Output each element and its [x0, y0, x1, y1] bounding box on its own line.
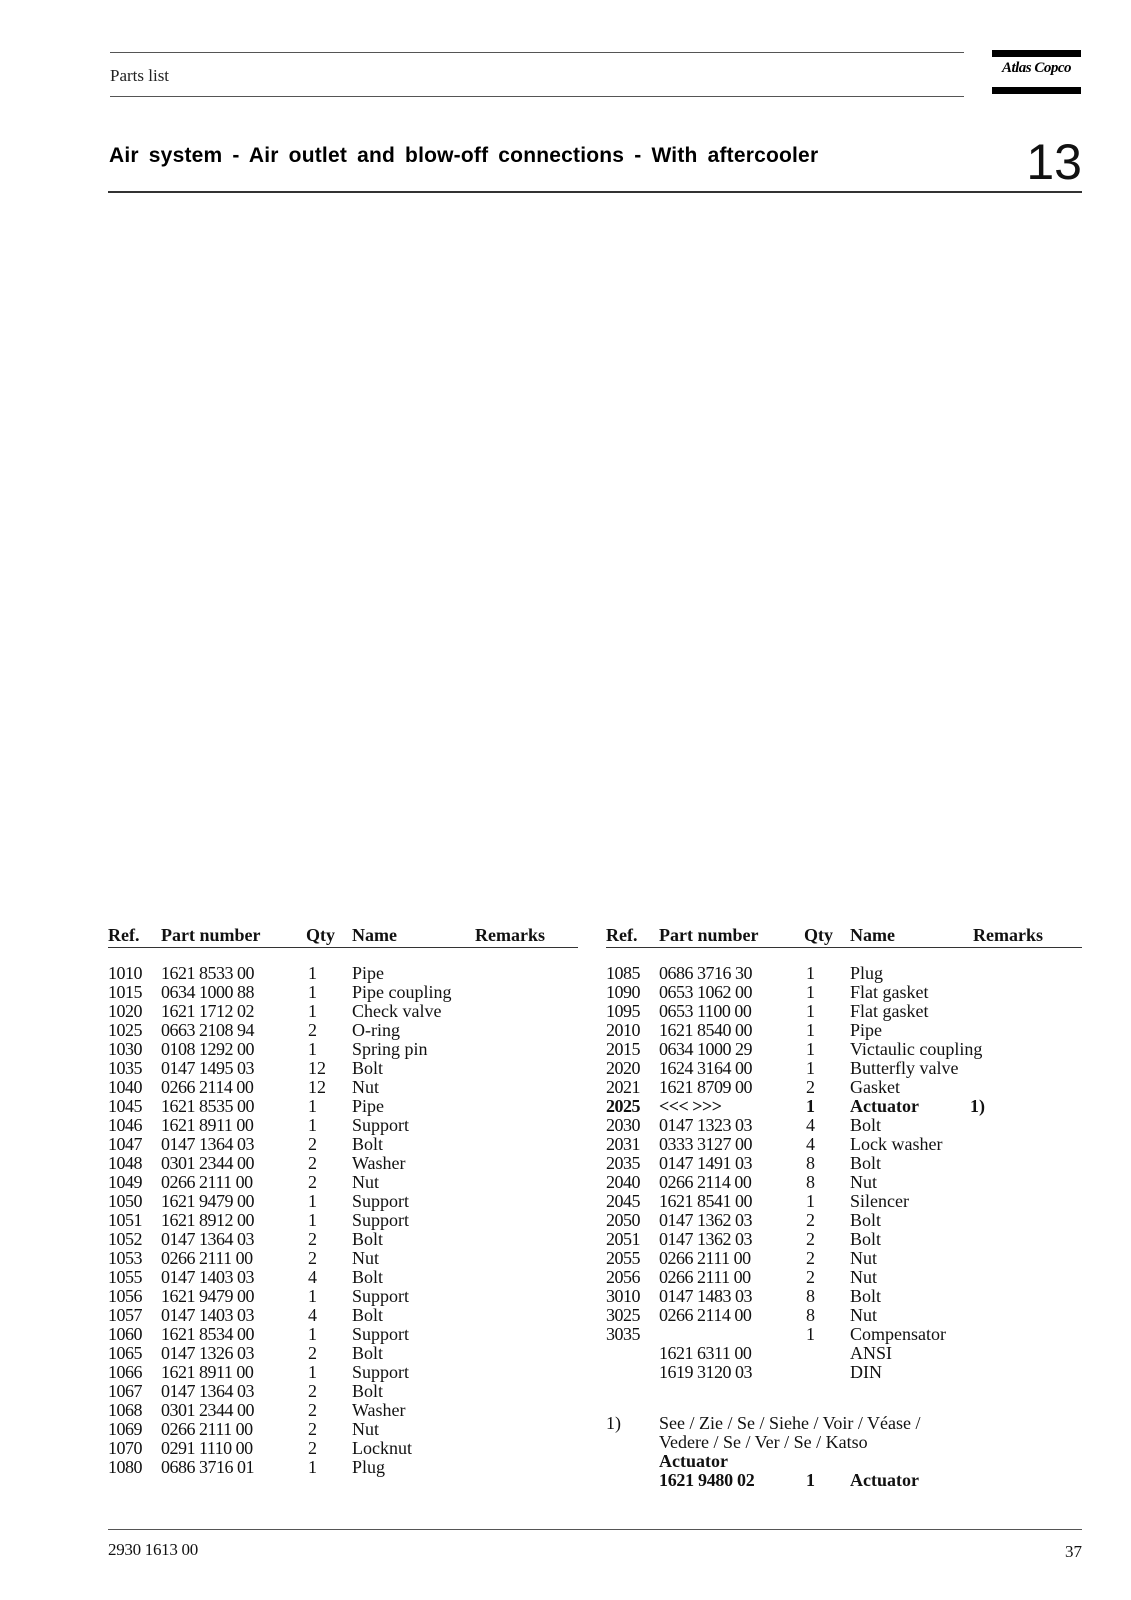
cell-qty: 1	[308, 1191, 317, 1211]
cell-part-number: 0653 1100 00	[659, 1001, 752, 1021]
cell-name: Bolt	[352, 1134, 384, 1154]
cell-qty: 2	[806, 1248, 815, 1268]
cell-ref: 2031	[606, 1134, 640, 1154]
cell-ref: 2010	[606, 1020, 640, 1040]
cell-qty: 1	[308, 1286, 317, 1306]
cell-name: Bolt	[352, 1381, 384, 1401]
table-row	[606, 1249, 1082, 1268]
cell-qty: 1	[308, 963, 317, 983]
table-row	[606, 1306, 1082, 1325]
col-ref: Ref.	[108, 925, 140, 945]
cell-qty: 2	[308, 1134, 317, 1154]
table-row	[108, 1401, 578, 1420]
table-row	[108, 1268, 578, 1287]
table-row	[606, 1002, 1082, 1021]
table-row	[108, 1325, 578, 1344]
cell-name: Support	[352, 1210, 410, 1230]
cell-part-number: 0147 1362 03	[659, 1210, 752, 1230]
cell-qty: 2	[308, 1172, 317, 1192]
table-row	[606, 1078, 1082, 1097]
cell-name: Bolt	[850, 1153, 882, 1173]
cell-name: Pipe coupling	[352, 982, 452, 1002]
cell-name: Pipe	[352, 1096, 385, 1116]
table-row	[108, 1230, 578, 1249]
cell-ref: 2051	[606, 1229, 640, 1249]
left-parts-table	[108, 964, 578, 1477]
footnote-line-1: See / Zie / Se / Siehe / Voir / Véase /	[659, 1413, 921, 1433]
cell-name: Bolt	[352, 1058, 384, 1078]
cell-ref: 3010	[606, 1286, 640, 1306]
cell-name: Nut	[352, 1172, 379, 1192]
cell-ref: 1085	[606, 963, 640, 983]
cell-ref: 1067	[108, 1381, 142, 1401]
cell-name: Flat gasket	[850, 982, 929, 1002]
cell-qty: 1	[806, 1001, 815, 1021]
cell-name: Nut	[850, 1305, 877, 1325]
cell-qty: 1	[806, 982, 815, 1002]
cell-ref: 2056	[606, 1267, 640, 1287]
cell-ref: 1046	[108, 1115, 142, 1135]
table-row	[606, 1230, 1082, 1249]
cell-qty: 1	[308, 1457, 317, 1477]
table-row	[108, 1173, 578, 1192]
table-row	[606, 1192, 1082, 1211]
cell-ref: 1025	[108, 1020, 142, 1040]
document-number: 2930 1613 00	[108, 1540, 198, 1559]
cell-qty: 1	[806, 1058, 815, 1078]
col-remarks: Remarks	[973, 925, 1043, 945]
cell-name: Nut	[352, 1248, 379, 1268]
cell-ref: 1060	[108, 1324, 142, 1344]
cell-ref: 1048	[108, 1153, 142, 1173]
table-row	[108, 1078, 578, 1097]
cell-name: Pipe	[850, 1020, 883, 1040]
cell-part-number: 0266 2114 00	[161, 1077, 254, 1097]
table-row	[606, 983, 1082, 1002]
cell-ref: 1010	[108, 963, 142, 983]
figure-area	[108, 200, 1082, 900]
cell-name: Washer	[352, 1400, 406, 1420]
footer-rule	[108, 1529, 1082, 1530]
cell-name: Gasket	[850, 1077, 900, 1097]
cell-name: Actuator	[850, 1096, 919, 1116]
table-row	[108, 1116, 578, 1135]
cell-ref: 1050	[108, 1191, 142, 1211]
cell-ref: 1030	[108, 1039, 142, 1059]
cell-part-number: 0301 2344 00	[161, 1400, 254, 1420]
cell-part-number: 0147 1364 03	[161, 1134, 254, 1154]
cell-part-number: 0266 2111 00	[161, 1172, 253, 1192]
cell-ref: 1057	[108, 1305, 142, 1325]
cell-name: Butterfly valve	[850, 1058, 959, 1078]
cell-ref: 1035	[108, 1058, 142, 1078]
table-row	[108, 964, 578, 983]
section-title: Air system - Air outlet and blow-off connections - With aftercooler	[109, 144, 819, 167]
cell-qty: 1	[806, 1191, 815, 1211]
cell-ref: 3035	[606, 1324, 640, 1344]
cell-part-number: 1621 8911 00	[161, 1115, 254, 1135]
cell-part-number: 0686 3716 30	[659, 963, 752, 983]
cell-name: Washer	[352, 1153, 406, 1173]
cell-ref: 1066	[108, 1362, 142, 1382]
table-row	[108, 1363, 578, 1382]
cell-part-number: 0266 2111 00	[161, 1248, 253, 1268]
cell-ref: 1095	[606, 1001, 640, 1021]
cell-name: DIN	[850, 1362, 882, 1382]
cell-name: Flat gasket	[850, 1001, 929, 1021]
footnote-line-2: Vedere / Se / Ver / Se / Katso	[659, 1432, 868, 1452]
cell-name: Support	[352, 1286, 410, 1306]
col-part-number: Part number	[659, 925, 759, 945]
cell-qty: 4	[806, 1115, 815, 1135]
cell-qty: 1	[806, 963, 815, 983]
cell-part-number: 0147 1326 03	[161, 1343, 254, 1363]
cell-ref: 1045	[108, 1096, 142, 1116]
cell-ref: 2035	[606, 1153, 640, 1173]
table-row	[108, 983, 578, 1002]
table-row	[606, 1040, 1082, 1059]
cell-part-number: <<< >>>	[659, 1096, 722, 1116]
cell-part-number: 0147 1495 03	[161, 1058, 254, 1078]
col-name: Name	[352, 925, 397, 945]
cell-part-number: 1621 8541 00	[659, 1191, 752, 1211]
table-row	[108, 1059, 578, 1078]
cell-name: Nut	[352, 1077, 379, 1097]
cell-part-number: 0266 2111 00	[659, 1267, 751, 1287]
cell-name: Check valve	[352, 1001, 442, 1021]
cell-ref: 2021	[606, 1077, 640, 1097]
cell-qty: 2	[806, 1229, 815, 1249]
table-row	[108, 1135, 578, 1154]
running-title: Parts list	[110, 66, 170, 85]
cell-name: Spring pin	[352, 1039, 428, 1059]
col-part-number: Part number	[161, 925, 261, 945]
cell-part-number: 1621 8709 00	[659, 1077, 752, 1097]
cell-ref: 1068	[108, 1400, 142, 1420]
cell-name: Lock washer	[850, 1134, 943, 1154]
cell-qty: 2	[308, 1248, 317, 1268]
table-row	[606, 1211, 1082, 1230]
cell-part-number: 0147 1364 03	[161, 1229, 254, 1249]
table-row	[606, 1173, 1082, 1192]
cell-part-number: 1621 9479 00	[161, 1191, 254, 1211]
cell-part-number: 0634 1000 88	[161, 982, 254, 1002]
cell-part-number: 1621 9479 00	[161, 1286, 254, 1306]
cell-name: Plug	[352, 1457, 386, 1477]
cell-name: O-ring	[352, 1020, 400, 1040]
table-row	[108, 1344, 578, 1363]
cell-ref: 1056	[108, 1286, 142, 1306]
cell-ref: 1070	[108, 1438, 142, 1458]
cell-name: Support	[352, 1324, 410, 1344]
cell-part-number: 0147 1362 03	[659, 1229, 752, 1249]
cell-qty: 2	[308, 1400, 317, 1420]
cell-part-number: 1621 6311 00	[659, 1343, 752, 1363]
cell-ref: 1015	[108, 982, 142, 1002]
title-rule	[108, 191, 1082, 193]
cell-part-number: 1621 8534 00	[161, 1324, 254, 1344]
cell-part-number: 0147 1403 03	[161, 1267, 254, 1287]
cell-name: ANSI	[850, 1343, 893, 1363]
cell-name: Locknut	[352, 1438, 412, 1458]
cell-part-number: 0686 3716 01	[161, 1457, 254, 1477]
logo-wordmark: Atlas Copco	[1001, 60, 1072, 76]
table-row	[606, 1325, 1082, 1344]
cell-ref: 1040	[108, 1077, 142, 1097]
cell-ref: 1052	[108, 1229, 142, 1249]
cell-part-number: 1624 3164 00	[659, 1058, 752, 1078]
cell-ref: 2030	[606, 1115, 640, 1135]
cell-ref: 1049	[108, 1172, 142, 1192]
cell-qty: 1	[806, 1324, 815, 1344]
cell-qty: 1	[308, 1324, 317, 1344]
cell-name: Bolt	[352, 1305, 384, 1325]
table-row	[606, 1135, 1082, 1154]
cell-qty: 8	[806, 1172, 815, 1192]
cell-ref: 1051	[108, 1210, 142, 1230]
cell-part-number: 0147 1491 03	[659, 1153, 752, 1173]
table-row	[108, 1040, 578, 1059]
header-top-rule	[110, 52, 964, 53]
cell-qty: 2	[308, 1381, 317, 1401]
cell-qty: 12	[308, 1077, 326, 1097]
cell-ref: 2045	[606, 1191, 640, 1211]
cell-qty: 8	[806, 1153, 815, 1173]
cell-name: Support	[352, 1191, 410, 1211]
cell-part-number: 1621 8533 00	[161, 963, 254, 983]
cell-name: Support	[352, 1115, 410, 1135]
cell-qty: 4	[806, 1134, 815, 1154]
table-row	[606, 1287, 1082, 1306]
cell-part-number: 1621 8535 00	[161, 1096, 254, 1116]
cell-part-number: 1621 8911 00	[161, 1362, 254, 1382]
cell-qty: 2	[308, 1419, 317, 1439]
cell-qty: 2	[806, 1267, 815, 1287]
col-qty: Qty	[306, 925, 335, 945]
right-parts-table	[606, 964, 1082, 1382]
cell-ref: 1080	[108, 1457, 142, 1477]
cell-part-number: 0634 1000 29	[659, 1039, 752, 1059]
left-table-header	[108, 925, 578, 948]
cell-part-number: 1619 3120 03	[659, 1362, 752, 1382]
page-number: 37	[1065, 1542, 1082, 1561]
cell-ref: 2040	[606, 1172, 640, 1192]
cell-part-number: 1621 8912 00	[161, 1210, 254, 1230]
cell-ref: 2050	[606, 1210, 640, 1230]
cell-qty: 2	[806, 1210, 815, 1230]
cell-name: Nut	[352, 1419, 379, 1439]
cell-ref: 2020	[606, 1058, 640, 1078]
footnote-mark: 1)	[606, 1413, 621, 1433]
cell-qty: 2	[806, 1077, 815, 1097]
cell-part-number: 0291 1110 00	[161, 1438, 253, 1458]
cell-part-number: 0147 1403 03	[161, 1305, 254, 1325]
table-row	[606, 1116, 1082, 1135]
cell-qty: 12	[308, 1058, 326, 1078]
footnote-name: Actuator	[850, 1470, 919, 1490]
footnote-line-3: Actuator	[659, 1451, 728, 1471]
cell-name: Plug	[850, 963, 884, 983]
cell-ref: 1055	[108, 1267, 142, 1287]
table-row	[108, 1249, 578, 1268]
cell-qty: 1	[806, 1020, 815, 1040]
cell-ref: 1020	[108, 1001, 142, 1021]
cell-ref: 1053	[108, 1248, 142, 1268]
cell-name: Bolt	[352, 1229, 384, 1249]
cell-part-number: 0663 2108 94	[161, 1020, 254, 1040]
table-row	[108, 1382, 578, 1401]
cell-qty: 4	[308, 1267, 317, 1287]
table-row	[108, 1439, 578, 1458]
cell-name: Nut	[850, 1248, 877, 1268]
cell-name: Nut	[850, 1267, 877, 1287]
cell-qty: 1	[308, 1210, 317, 1230]
cell-qty: 2	[308, 1438, 317, 1458]
cell-name: Compensator	[850, 1324, 946, 1344]
table-row	[108, 1154, 578, 1173]
table-row	[108, 1211, 578, 1230]
cell-qty: 1	[308, 982, 317, 1002]
cell-name: Bolt	[850, 1115, 882, 1135]
cell-qty: 1	[806, 1039, 815, 1059]
cell-name: Bolt	[850, 1286, 882, 1306]
cell-remarks: 1)	[970, 1096, 985, 1116]
table-row	[108, 1002, 578, 1021]
atlas-copco-logo	[992, 50, 1081, 95]
cell-part-number: 0147 1364 03	[161, 1381, 254, 1401]
cell-name: Bolt	[352, 1343, 384, 1363]
cell-part-number: 0266 2111 00	[659, 1248, 751, 1268]
header-bottom-rule	[110, 96, 964, 97]
cell-name: Bolt	[850, 1229, 882, 1249]
col-remarks: Remarks	[475, 925, 545, 945]
cell-ref: 3025	[606, 1305, 640, 1325]
table-row	[108, 1420, 578, 1439]
cell-qty: 1	[308, 1001, 317, 1021]
cell-part-number: 0266 2114 00	[659, 1305, 752, 1325]
cell-qty: 1	[308, 1096, 317, 1116]
cell-qty: 1	[308, 1115, 317, 1135]
cell-qty: 2	[308, 1153, 317, 1173]
cell-ref: 1090	[606, 982, 640, 1002]
cell-qty: 4	[308, 1305, 317, 1325]
right-table-header	[606, 925, 1082, 948]
cell-part-number: 0147 1323 03	[659, 1115, 752, 1135]
cell-name: Bolt	[352, 1267, 384, 1287]
cell-qty: 1	[308, 1362, 317, 1382]
col-name: Name	[850, 925, 895, 945]
cell-qty: 1	[806, 1096, 815, 1116]
cell-qty: 2	[308, 1229, 317, 1249]
cell-part-number: 1621 8540 00	[659, 1020, 752, 1040]
cell-ref: 2015	[606, 1039, 640, 1059]
col-qty: Qty	[804, 925, 833, 945]
cell-name: Victaulic coupling	[850, 1039, 983, 1059]
cell-name: Pipe	[352, 963, 385, 983]
cell-qty: 8	[806, 1305, 815, 1325]
table-row	[606, 1363, 1082, 1382]
table-row	[606, 1097, 1082, 1116]
section-number: 13	[1026, 134, 1082, 190]
cell-ref: 2025	[606, 1096, 640, 1116]
cell-part-number: 0266 2114 00	[659, 1172, 752, 1192]
table-row	[606, 964, 1082, 983]
cell-ref: 1069	[108, 1419, 142, 1439]
cell-name: Bolt	[850, 1210, 882, 1230]
table-row	[606, 1268, 1082, 1287]
cell-name: Support	[352, 1362, 410, 1382]
cell-name: Silencer	[850, 1191, 909, 1211]
footnote-part-number: 1621 9480 02	[659, 1470, 755, 1490]
table-row	[606, 1021, 1082, 1040]
cell-ref: 1065	[108, 1343, 142, 1363]
cell-part-number: 0301 2344 00	[161, 1153, 254, 1173]
table-row	[606, 1154, 1082, 1173]
cell-qty: 2	[308, 1343, 317, 1363]
cell-part-number: 0266 2111 00	[161, 1419, 253, 1439]
cell-qty: 2	[308, 1020, 317, 1040]
table-row	[108, 1192, 578, 1211]
table-row	[108, 1458, 578, 1477]
cell-part-number: 0147 1483 03	[659, 1286, 752, 1306]
cell-qty: 1	[308, 1039, 317, 1059]
table-row	[606, 1059, 1082, 1078]
cell-ref: 2055	[606, 1248, 640, 1268]
cell-name: Nut	[850, 1172, 877, 1192]
cell-ref: 1047	[108, 1134, 142, 1154]
col-ref: Ref.	[606, 925, 638, 945]
cell-qty: 8	[806, 1286, 815, 1306]
table-row	[108, 1306, 578, 1325]
table-row	[606, 1344, 1082, 1363]
cell-part-number: 0333 3127 00	[659, 1134, 752, 1154]
cell-part-number: 0108 1292 00	[161, 1039, 254, 1059]
table-row	[108, 1021, 578, 1040]
cell-part-number: 0653 1062 00	[659, 982, 752, 1002]
table-row	[108, 1097, 578, 1116]
cell-part-number: 1621 1712 02	[161, 1001, 254, 1021]
footnote-qty: 1	[806, 1470, 815, 1490]
table-row	[108, 1287, 578, 1306]
